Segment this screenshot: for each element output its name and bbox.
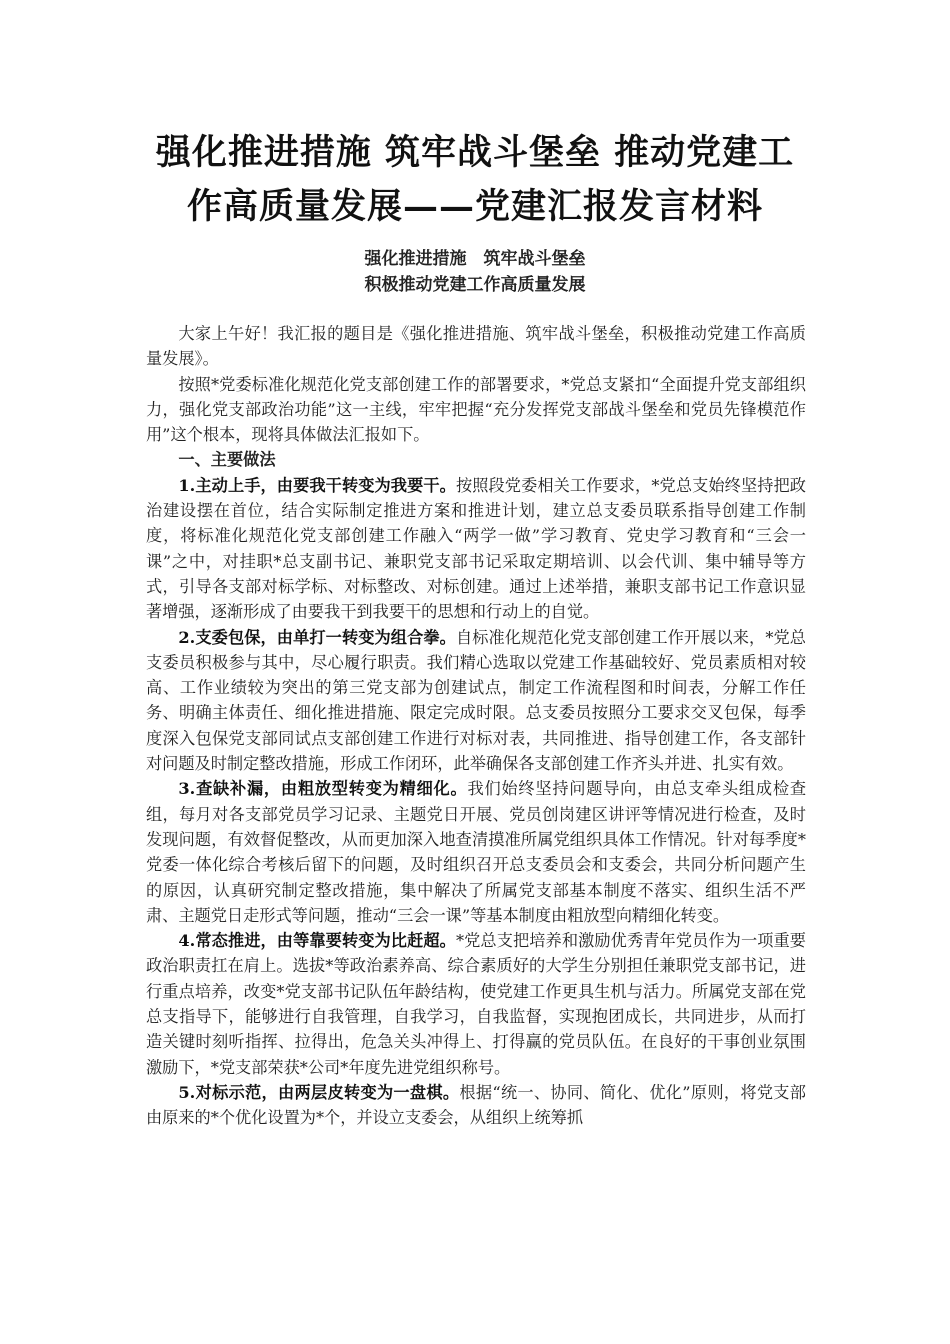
item-text: 按照段党委相关工作要求，*党总支始终坚持把政治建设摆在首位，结合实际制定推进方案和推进计划，建立总支委员联系指导创建工作制度，将标准化规范化党支部创建工作融入“两学一做”学习教育、党史学习教育和“三会一课”之中，对挂职*总支副书记、兼职党支部书记采取定期培训、以会代训、集中辅导等方式，引导各支部对标学标、对标整改、对标创建。通过上述举措，兼职支部书记工作意识显著增强，逐渐形成了由要我干到我要干的思想和行动上的自觉。 bbox=[146, 475, 806, 622]
item-text: 自标准化规范化党支部创建工作开展以来，*党总支委员积极参与其中，尽心履行职责。我们精心选取以党建工作基础较好、党员素质相对较高、工作业绩较为突出的第三党支部为创建试点，制定工作流程图和时间表，分解工作任务、明确主体责任、细化推进措施、限定完成时限。总支委员按照分工要求交叉包保，每季度深入包保党支部同试点支部创建工作进行对标对表，共同推进、指导创建工作，各支部针对问题及时制定整改措施，形成工作闭环，此举确保各支部创建工作齐头并进、扎实有效。 bbox=[146, 627, 806, 774]
item-lead: 4.常态推进，由等靠要转变为比赶超。 bbox=[178, 931, 456, 951]
document-subtitle bbox=[200, 246, 750, 298]
subtitle-line-2: 积极推动党建工作高质量发展 bbox=[364, 275, 586, 295]
paragraph-text: 按照*党委标准化规范化党支部创建工作的部署要求，*党总支紧扣“全面提升党支部组织力，强化党支部政治功能”这一主线，牢牢把握“充分发挥党支部战斗堡垒和党员先锋模范作用”这个根本，现将具体做法汇报如下。 bbox=[146, 374, 806, 445]
item-lead: 5.对标示范，由两层皮转变为一盘棋。 bbox=[178, 1082, 460, 1102]
list-item bbox=[146, 625, 806, 777]
item-text: 我们始终坚持问题导向，由总支牵头组成检查组，每月对各支部党员学习记录、主题党日开展、党员创岗建区讲评等情况进行检查，及时发现问题，有效督促整改，从而更加深入地查清摸准所属党组织具体工作情况。针对每季度*党委一体化综合考核后留下的问题，及时组织召开总支委员会和支委会，共同分析问题产生的原因，认真研究制定整改措施，集中解决了所属党支部基本制度不落实、组织生活不严肃、主题党日走形式等问题，推动“三会一课”等基本制度由粗放型向精细化转变。 bbox=[146, 779, 807, 925]
list-item bbox=[146, 928, 806, 1080]
subtitle-line-1: 强化推进措施 筑牢战斗堡垒 bbox=[364, 249, 586, 269]
document-title: 强化推进措施 筑牢战斗堡垒 推动党建工作高质量发展——党建汇报发言材料 bbox=[155, 132, 795, 227]
paragraph-text: 大家上午好！我汇报的题目是《强化推进措施、筑牢战斗堡垒，积极推动党建工作高质量发展》。 bbox=[146, 324, 806, 369]
list-item bbox=[146, 473, 806, 625]
item-lead: 2.支委包保，由单打一转变为组合拳。 bbox=[178, 627, 456, 647]
item-text: 根据“统一、协同、简化、优化”原则，将党支部由原来的*个优化设置为*个，并设立支委会，从组织上统筹抓 bbox=[146, 1082, 806, 1128]
paragraph-intro bbox=[146, 372, 806, 448]
item-lead: 3.查缺补漏，由粗放型转变为精细化。 bbox=[178, 779, 468, 799]
list-item bbox=[146, 1080, 806, 1131]
list-item bbox=[146, 776, 806, 928]
item-lead: 1.主动上手，由要我干转变为我要干。 bbox=[178, 475, 456, 495]
section-heading: 一、主要做法 bbox=[178, 450, 276, 470]
item-text: *党总支把培养和激励优秀青年党员作为一项重要政治职责扛在肩上。选拔*等政治素养高、综合素质好的大学生分别担任兼职党支部书记，进行重点培养，改变*党支部书记队伍年龄结构，使党建工作更具生机与活力。所属党支部在党总支指导下，能够进行自我管理，自我学习，自我监督，实现抱团成长，共同进步，从而打造关键时刻听指挥、拉得出，危急关头冲得上、打得赢的党员队伍。在良好的干事创业氛围激励下，*党支部荣获*公司*年度先进党组织称号。 bbox=[146, 931, 806, 1077]
document-body bbox=[146, 321, 806, 1131]
paragraph-greeting bbox=[146, 321, 806, 372]
